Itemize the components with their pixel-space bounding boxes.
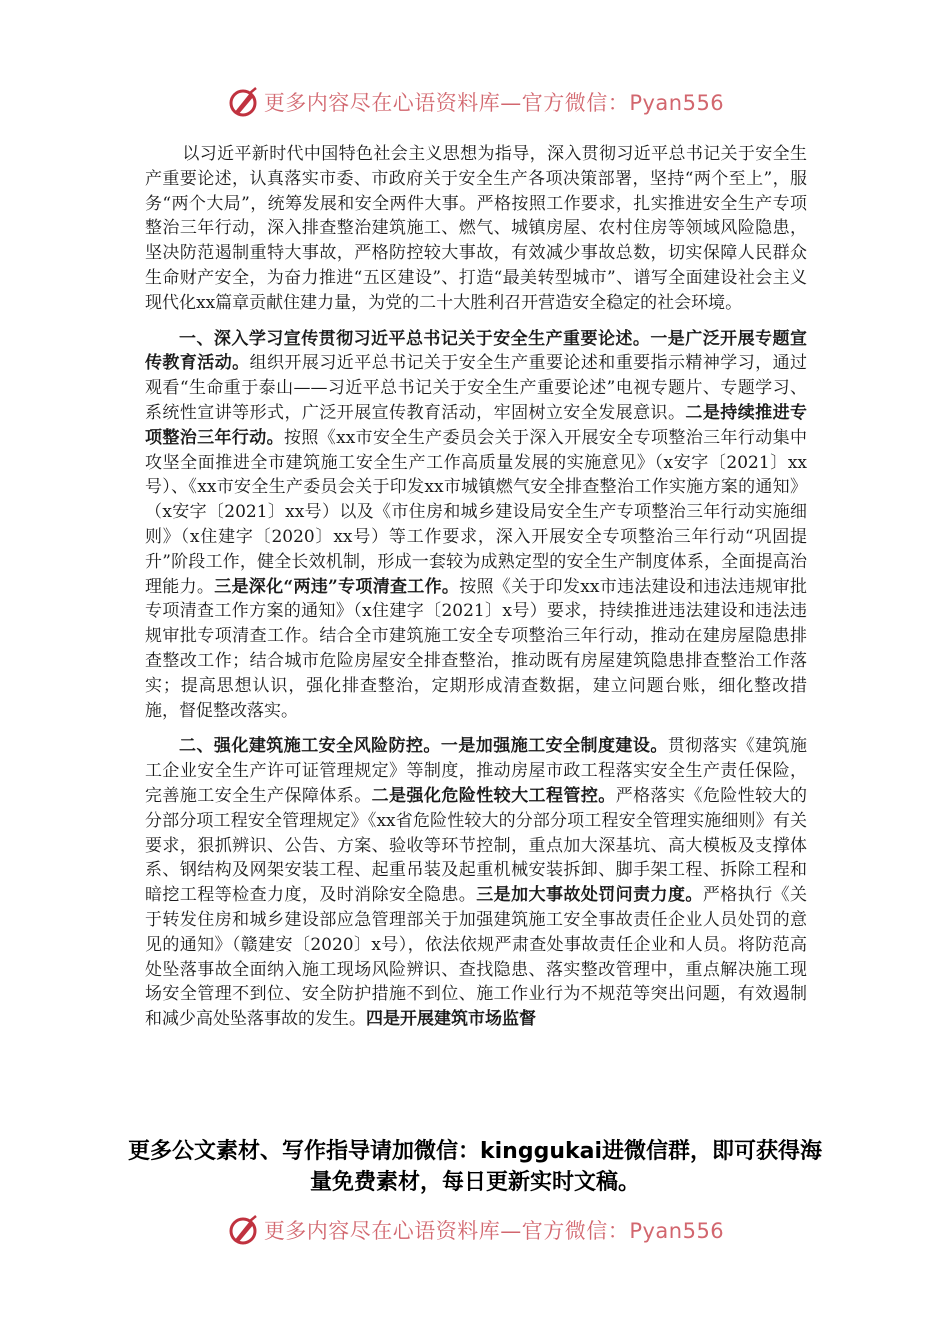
section-1-point-2-body: 按照《xx市安全生产委员会关于深入开展安全专项整治三年行动集中攻坚全面推进全市建筑施工安全生产工作高质量发展的实施意见》（x安字〔2021〕xx号）、《xx市安全生产委员会关于印发xx市城镇燃气安全排查整治工作实施方案的通知》（x安字〔2021〕xx号）以及《市住房和城乡建设局安全生产专项整治三年行动实施细则》（x住建字〔2020〕xx号）等工作要求，深入开展安全专项整治三年行动“巩固提升”阶段工作，健全长效机制，形成一套较为成熟定型的安全生产制度体系，全面提高治理能力。 bbox=[145, 427, 807, 597]
top-watermark-banner bbox=[0, 82, 950, 122]
section-1-point-3-title: 三是深化“两违”专项清查工作。 bbox=[214, 576, 460, 597]
section-1-point-1-body: 组织开展习近平总书记关于安全生产重要论述和重要指示精神学习，通过观看“生命重于泰山——习近平总书记关于安全生产重要论述”电视专题片、专题学习、系统性宣讲等形式，广泛开展宣传教育活动，牢固树立安全发展意识。 bbox=[145, 353, 808, 423]
document-body bbox=[145, 142, 807, 1032]
section-1-paragraph bbox=[145, 327, 807, 724]
pen-logo-icon bbox=[226, 85, 260, 119]
bottom-watermark-banner bbox=[0, 1210, 950, 1250]
section-2-point-2-title: 二是强化危险性较大工程管控。 bbox=[371, 785, 616, 806]
pen-logo-icon bbox=[226, 1213, 260, 1247]
section-2-point-1-body: 贯彻落实《建筑施工企业安全生产许可证管理规定》等制度，推动房屋市政工程落实安全生产责任保险，完善施工安全生产保障体系。 bbox=[145, 736, 808, 806]
section-1-point-2-title: 二是持续推进专项整治三年行动。 bbox=[145, 402, 808, 448]
section-2-point-1-title: 一是加强施工安全制度建设。 bbox=[440, 736, 668, 757]
section-2-heading: 二、强化建筑施工安全风险防控。 bbox=[179, 736, 441, 757]
banner-text: 更多内容尽在心语资料库—官方微信：Pyan556 bbox=[263, 91, 725, 115]
section-2-point-3-body: 严格执行《关于转发住房和城乡建设部应急管理部关于加强建筑施工安全事故责任企业人员处罚的意见的通知》（赣建安〔2020〕x号），依法依规严肃查处事故责任企业和人员。将防范高处坠落事故全面纳入施工现场风险辨识、查找隐患、落实整改管理中，重点解决施工现场安全管理不到位、安全防护措施不到位、施工作业行为不规范等突出问题，有效遏制和减少高处坠落事故的发生。 bbox=[145, 885, 808, 1030]
section-2-paragraph bbox=[145, 734, 807, 1032]
banner-wechat-id: Pyan556 bbox=[629, 1219, 725, 1243]
footer-promo-note: 更多公文素材、写作指导请加微信：kinggukai进微信群，即可获得海量免费素材，每日更新实时文稿。 bbox=[127, 1139, 822, 1195]
section-1-point-3-body: 按照《关于印发xx市违法建设和违法违规审批专项清查工作方案的通知》（x住建字〔2021〕x号）要求，持续推进违法建设和违法违规审批专项清查工作。结合全市建筑施工安全专项整治三年行动，推动在建房屋隐患排查整改工作；结合城市危险房屋安全排查整治，推动既有房屋建筑隐患排查整治工作落实；提高思想认识，强化排查整治，定期形成清查数据，建立问题台账，细化整改措施，督促整改落实。 bbox=[145, 576, 807, 721]
banner-text: 更多内容尽在心语资料库—官方微信：Pyan556 bbox=[263, 1219, 725, 1243]
banner-wechat-id: Pyan556 bbox=[629, 91, 725, 115]
section-2-point-4-title: 四是开展建筑市场监督 bbox=[366, 1009, 536, 1030]
section-1-point-1-title: 一是广泛开展专题宣传教育活动。 bbox=[145, 328, 808, 374]
intro-paragraph: 以习近平新时代中国特色社会主义思想为指导，深入贯彻习近平总书记关于安全生产重要论述，认真落实市委、市政府关于安全生产各项决策部署，坚持“两个至上”，服务“两个大局”，统筹发展和安全两件大事。严格按照工作要求，扎实推进安全生产专项整治三年行动，深入排查整治建筑施工、燃气、城镇房屋、农村住房等领域风险隐患，坚决防范遏制重特大事故，严格防控较大事故，有效减少事故总数，切实保障人民群众生命财产安全，为奋力推进“五区建设”、打造“最美转型城市”、谱写全面建设社会主义现代化xx篇章贡献住建力量，为党的二十大胜利召开营造安全稳定的社会环境。 bbox=[145, 144, 807, 313]
section-1-heading: 一、深入学习宣传贯彻习近平总书记关于安全生产重要论述。 bbox=[179, 328, 651, 349]
section-2-point-3-title: 三是加大事故处罚问责力度。 bbox=[476, 885, 703, 906]
section-2-point-2-body: 严格落实《危险性较大的分部分项工程安全管理规定》《xx省危险性较大的分部分项工程安全管理实施细则》有关要求，狠抓辨识、公告、方案、验收等环节控制，重点加大深基坑、高大模板及支撑体系、钢结构及网架安装工程、起重吊装及起重机械安装拆卸、脚手架工程、拆除工程和暗挖工程等检查力度，及时消除安全隐患。 bbox=[145, 785, 808, 906]
